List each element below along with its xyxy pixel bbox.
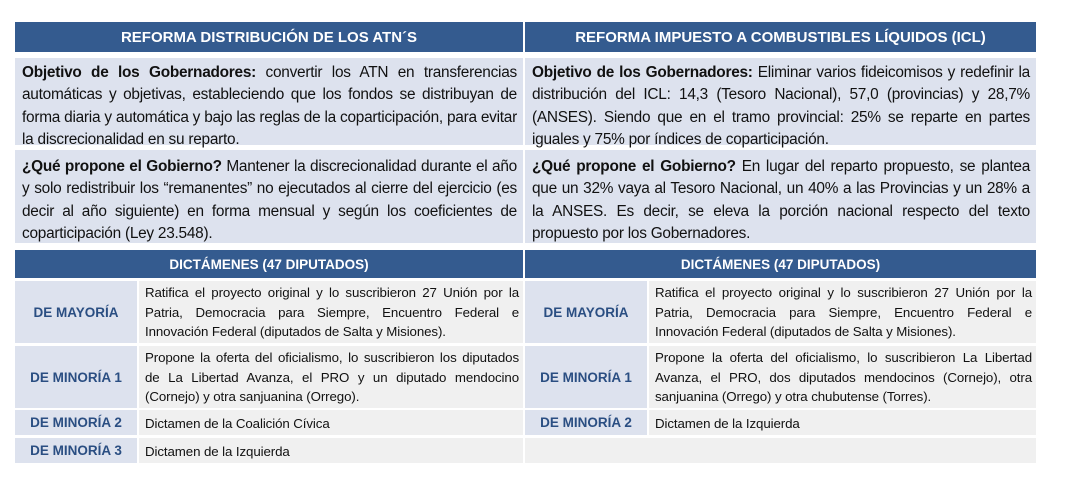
dictamen-text: Dictamen de la Izquierda — [139, 438, 523, 463]
dictamen-row — [525, 346, 1036, 408]
atn-governors-objective — [15, 58, 523, 149]
proposal-label: ¿Qué propone el Gobierno? — [532, 158, 736, 175]
proposal-label: ¿Qué propone el Gobierno? — [22, 158, 222, 175]
proposal-text: En lugar del reparto propuesto, se plantea que un 32% vaya al Tesoro Nacional, un 40% a las Provincias y un 28% a la ANSES. Es decir, se eleva la porción nacional respecto del texto propuesto por los Gobernadores. — [532, 158, 1031, 243]
dictamen-row — [15, 410, 523, 435]
dictamen-row — [15, 281, 523, 343]
objective-text: convertir los ATN en transferencias automáticas y objetivas, estableciendo que los fondos se distribuyan de forma diaria y automática y bajo las reglas de la coparticipación, para evitar la discrecionalidad en su reparto. — [22, 64, 517, 149]
objective-label: Objetivo de los Gobernadores: — [22, 64, 257, 81]
dictamen-label: DE MINORÍA 3 — [15, 438, 137, 463]
empty-row — [525, 438, 1036, 463]
dictamen-text: Dictamen de la Coalición Cívica — [139, 410, 523, 435]
dictamen-label: DE MINORÍA 1 — [525, 346, 647, 408]
dictamen-label: DE MAYORÍA — [525, 281, 647, 343]
atn-government-proposal — [15, 150, 523, 243]
dictamen-row — [15, 438, 523, 463]
dictamen-text: Ratifica el proyecto original y lo suscribieron 27 Unión por la Patria, Democracia para Siempre, Encuentro Federal e Innovación Federal (diputados de Salta y Misiones). — [139, 281, 523, 343]
dictamen-label: DE MINORÍA 1 — [15, 346, 137, 408]
atn-reform-title: REFORMA DISTRIBUCIÓN DE LOS ATN´S — [15, 22, 523, 52]
dictamen-label: DE MAYORÍA — [15, 281, 137, 343]
dictamen-row — [15, 346, 523, 408]
dictamen-label: DE MINORÍA 2 — [15, 410, 137, 435]
icl-reform-title: REFORMA IMPUESTO A COMBUSTIBLES LÍQUIDOS (ICL) — [525, 22, 1036, 52]
dictamen-label: DE MINORÍA 2 — [525, 410, 647, 435]
icl-governors-objective — [525, 58, 1036, 149]
dictamen-text: Propone la oferta del oficialismo, lo suscribieron los diputados de La Libertad Avanza, el PRO y un diputado mendocino (Cornejo) y otra sanjuanina (Orrego). — [139, 346, 523, 408]
objective-text: Eliminar varios fideicomisos y redefinir la distribución del ICL: 14,3 (Tesoro Nacional), 57,0 (provincias) y 28,7% (ANSES). Siendo que en el tramo provincial: 25% se reparte en partes iguales y 75% por índices de coparticipación. — [532, 64, 1030, 149]
atn-dictamenes-header: DICTÁMENES (47 DIPUTADOS) — [15, 250, 523, 278]
objective-label: Objetivo de los Gobernadores: — [532, 64, 753, 81]
icl-dictamenes-header: DICTÁMENES (47 DIPUTADOS) — [525, 250, 1036, 278]
dictamen-row — [525, 410, 1036, 435]
proposal-text: Mantener la discrecionalidad durante el año y solo redistribuir los “remanentes” no ejecutados al cierre del ejercicio (es decir al año siguiente) en forma mensual y según los coeficientes de coparticipación (Ley 23.548). — [22, 158, 517, 243]
dictamen-text: Dictamen de la Izquierda — [649, 410, 1036, 435]
dictamen-text: Propone la oferta del oficialismo, lo suscribieron La Libertad Avanza, el PRO, dos diputados mendocinos (Cornejo), otra sanjuanina (Orrego) y otra chubutense (Torres). — [649, 346, 1036, 408]
icl-government-proposal — [525, 150, 1036, 243]
dictamen-text: Ratifica el proyecto original y lo suscribieron 27 Unión por la Patria, Democracia para Siempre, Encuentro Federal e Innovación Federal (diputados de Salta y Misiones). — [649, 281, 1036, 343]
dictamen-row — [525, 281, 1036, 343]
